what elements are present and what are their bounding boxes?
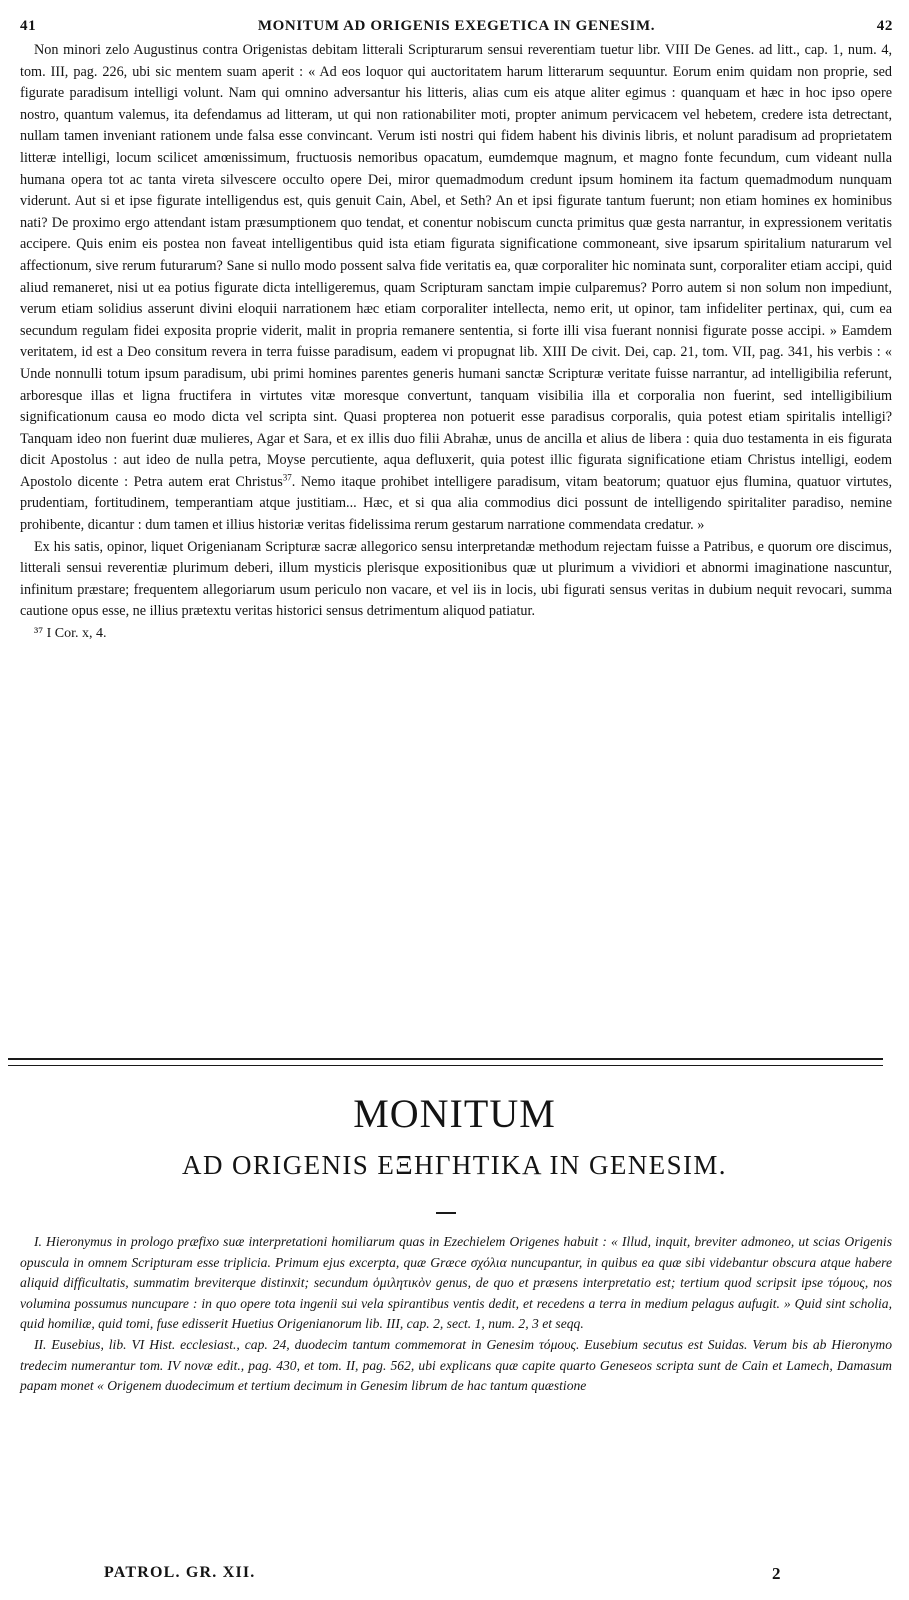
short-rule bbox=[436, 1212, 456, 1214]
note-paragraph: II. Eusebius, lib. VI Hist. ecclesiast., cap. 24, duodecim tantum commemorat in Genesim τόμους. Eusebium secutus est Suidas. Verum bis ab Hieronymo tredecim numerantur tom. IV novæ edit., pag. 430, et tom. II, pag. 562, ubi explicans quæ capite quarto Geneseos scripta sunt de Cain et Lamech, Damasum papam monet « Origenem duodecimum et tertium decimum in Genesim librum de hac tantum quæstione bbox=[20, 1336, 892, 1394]
note-paragraph: I. Hieronymus in prologo præfixo suæ interpretationi homiliarum quas in Ezechielem Origenes habuit : « Illud, inquit, breviter admoneo, ut scias Origenis opuscula in omnem Scripturam esse triplicia. Primum ejus excerpta, quæ Græce σχόλια nuncupantur, in quibus ea quæ sibi videbantur obscura atque habere aliquid difficultatis, summatim breviterque distinxit; secundum ὁμιλητικὸν genus, de quo et præsens interpretatio est; tertium quod scripsit ipse τόμους, nos volumina possumus nuncupare : in quo opere tota ingenii sui vela spirantibus ventis dedit, et recedens a terra in medium pelagus aufugit. » Quid sint scholia, quid homiliæ, quid tomi, fuse edisserit Huetius Origenianorum lib. III, cap. 2, sect. 1, num. 2, 3 et seqq. bbox=[20, 1234, 892, 1332]
paragraph-text-continued: . Nemo itaque prohibet intelligere paradisum, vitam beatorum; quatuor ejus flumina, quatuor virtutes, prudentiam, fortitudinem, temperantiam atque justitiam... Hæc, et si qua alia commodius dici possunt de intelligendo spiritaliter paradiso, nemine prohibente, dicantur : dum tamen et illius historiæ veritas fidelissima rerum gestarum narratione commendata credatur. » bbox=[20, 473, 892, 534]
notes bbox=[20, 1232, 892, 1397]
section-title: MONITUM bbox=[353, 1091, 556, 1136]
running-head bbox=[20, 14, 893, 38]
section-divider bbox=[8, 1058, 883, 1066]
body-paragraph bbox=[20, 40, 892, 537]
body-text bbox=[20, 40, 892, 645]
signature-mark: PATROL. GR. XII. bbox=[104, 1564, 256, 1581]
section-subtitle: AD ORIGENIS ΕΞΗΓΗΤΙΚΑ IN GENESIM. bbox=[182, 1150, 727, 1180]
page-footer bbox=[104, 1564, 804, 1586]
body-paragraph: Ex his satis, opinor, liquet Origenianam Scripturæ sacræ allegorico sensu interpretandæ methodum rejectam fuisse a Patribus, e quorum ore discimus, litterali sensui reverentiæ plurimum deberi, illum mysticis plerisque expositionibus quæ ut plurimum a vividiori et abnormi imaginatione nascuntur, infinitum præstare; frequentem allegoriarum usum periculo non vacare, et vel iis in locis, ubi figurati sensus veritas in dubium nequit revocari, summa cautione opus esse, ne illius prætextu veritas historici sensus detrimentum aliquod patiatur. bbox=[20, 538, 892, 620]
sheet-number: 2 bbox=[772, 1564, 782, 1583]
footnote-marker: 37 bbox=[282, 472, 292, 483]
paragraph-text: Non minori zelo Augustinus contra Origenistas debitam litterali Scripturarum sensui reverentiam tuetur libr. VIII De Genes. ad litt., cap. 1, num. 4, tom. III, pag. 226, ubi sic mentem suam aperit : « Ad eos loquor qui auctoritatem harum litterarum sequuntur. Eorum enim quidam non proprie, sed figurate paradisum intelligi volunt. Nam qui omnino adversantur his litteris, alias cum eis atque aliter egimus : quanquam et hæc in hoc ipso opere nostro, quantum valemus, ita defendamus ad litteram, ut qui non rationabiliter moti, propter animum pervicacem vel hebetem, credere ista detrectant, nullam tamen inveniant rationem unde falsa esse convincant. Verum isti nostri qui fidem habent his divinis libris, et nolunt paradisum ad proprietatem litteræ intelligi, locum scilicet amœnissimum, fructuosis nemoribus opacatum, eumdemque magnum, et magno fonte fecundum, cum videant nulla humana opera tot ac tanta vireta silvescere occulto opere Dei, miror quemadmodum credunt ipsum hominem ita factum quemadmodum nunquam viderunt. Aut si et ipse figurate intelligendus est, quis genuit Cain, Abel, et Seth? An et ipsi figurate tantum fuerunt; non etiam homines ex hominibus nati? De proximo ergo attendant istam præsumptionem quo tendat, et conentur nobiscum cuncta primitus quæ gesta narrantur, in expressionem veritatis accipere. Quis enim eis postea non faveat intelligentibus quid ista etiam figurata significatione commoneant, sive ipsarum spiritalium naturarum vel affectionum, sive rerum futurarum? Sane si nullo modo possent salva fide veritatis ea, quæ corporaliter hic nominata sunt, corporaliter etiam accipi, quid aliud remaneret, nisi ut ea potius figurate dicta intelligeremus, quam Scripturam sanctam impie culparemus? Porro autem si non solum non impediunt, verum etiam solidius asserunt divini eloquii narrationem hæc etiam corporaliter intellecta, nemo erit, ut opinor, tam infideliter pertinax, qui, cum ea secundum regulam fidei exposita proprie viderit, malit in propria remanere sententia, si forte illi visa fuerant nonnisi figurate posse accipi. » Eamdem veritatem, id est a Deo consitum revera in terra fuisse paradisum, eadem vi propugnat lib. XIII De civit. Dei, cap. 21, tom. VII, pag. 341, his verbis : « Unde nonnulli totum ipsum paradisum, ubi primi homines parentes generis humani sanctæ Scripturæ veritate fuisse narrantur, ad intelligibilia referunt, arboresque illas et ligna fructifera in virtutes vitæ moresque convertunt, tanquam visibilia illa et corporalia non fuerint, sed intelligibilium significationum causa eo modo dicta vel scripta sint. Quasi propterea non potuerit esse paradisus corporalis, quia potest etiam spiritalis intelligi? Tanquam ideo non fuerint duæ mulieres, Agar et Sara, et ex illis duo filii Abrahæ, unus de ancilla et alius de libera : quia duo testamenta in eis figurata dicit Apostolus : aut ideo de nulla petra, Moyse percutiente, aqua defluxerit, quia potest illic figurata significatione etiam Christus intelligi, eodem Apostolo dicente : Petra autem erat Christus bbox=[20, 42, 892, 490]
footnote: ³⁷ I Cor. x, 4. bbox=[34, 626, 107, 642]
left-column-number: 41 bbox=[20, 17, 37, 34]
running-title: MONITUM AD ORIGENIS EXEGETICA IN GENESIM. bbox=[257, 17, 656, 34]
right-column-number: 42 bbox=[876, 17, 893, 34]
